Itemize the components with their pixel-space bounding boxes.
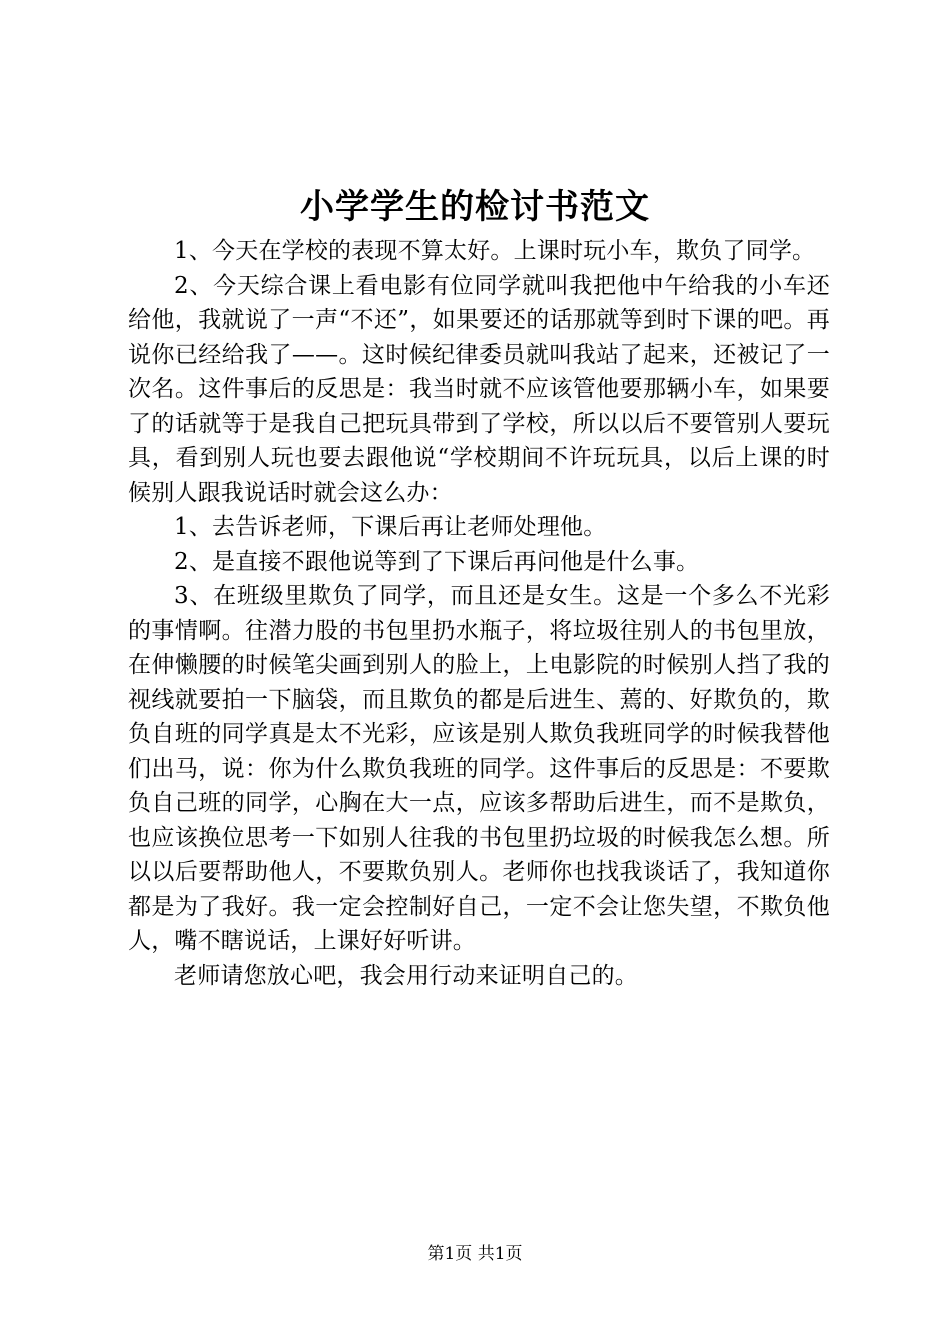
paragraph: 2、是直接不跟他说等到了下课后再问他是什么事。 [174,548,700,575]
paragraph: 3、在班级里欺负了同学，而且还是女生。这是一个多么不光彩的事情啊。往潜力股的书包里扔水瓶子，将垃圾往别人的书包里放，在伸懒腰的时候笔尖画到别人的脸上，上电影院的时候别人挡了我的视线就要拍一下脑袋，而且欺负的都是后进生、蔫的、好欺负的，欺负自班的同学真是太不光彩，应该是别人欺负我班同学的时候我替他们出马，说：你为什么欺负我班的同学。这件事后的反思是：不要欺负自己班的同学，心胸在大一点，应该多帮助后进生，而不是欺负，也应该换位思考一下如别人往我的书包里扔垃圾的时候我怎么想。所以以后要帮助他人，不要欺负别人。老师你也找我谈话了，我知道你都是为了我好。我一定会控制好自己，一定不会让您失望，不欺负他人，嘴不瞎说话，上课好好听讲。 [128,583,830,954]
paragraph: 1、今天在学校的表现不算太好。上课时玩小车，欺负了同学。 [174,238,816,264]
paragraph: 老师请您放心吧，我会用行动来证明自己的。 [174,962,638,989]
document-title: 小学学生的检讨书范文 [300,187,650,227]
paragraph: 2、今天综合课上看电影有位同学就叫我把他中午给我的小车还给他，我就说了一声“不还”，如果要还的话那就等到时下课的吧。再说你已经给我了——。这时候纪律委员就叫我站了起来，还被记了一次名。这件事后的反思是：我当时就不应该管他要那辆小车，如果要了的话就等于是我自己把玩具带到了学校，所以以后不要管别人要玩具，看到别人玩也要去跟他说“学校期间不许玩玩具，以后上课的时候别人跟我说话时就会这么办： [128,272,830,506]
document-body [128,234,830,993]
paragraph: 1、去告诉老师，下课后再让老师处理他。 [174,514,607,540]
page-footer: 第1页 共1页 [427,1244,523,1264]
